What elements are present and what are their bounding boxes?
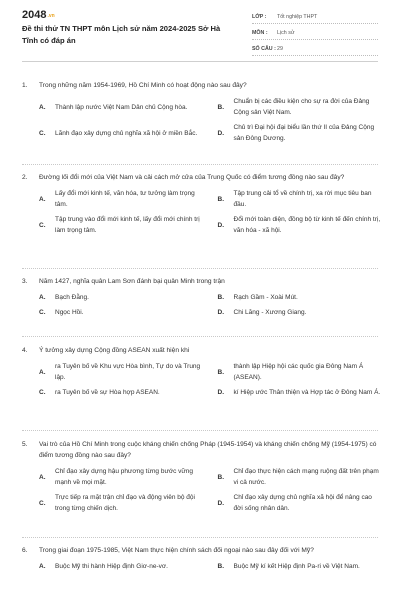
option-text: Tập trung vào đổi mới kinh tế, lấy đổi mới chính trị làm trọng tâm. bbox=[55, 216, 200, 234]
option-letter: A. bbox=[39, 294, 46, 301]
question-text: Năm 1427, nghĩa quân Lam Sơn đánh bại quân Minh trong trận bbox=[39, 278, 225, 285]
logo-suffix: .vn bbox=[47, 13, 55, 19]
option-text: thành lập Hiệp hội các quốc gia Đông Nam Á (ASEAN). bbox=[233, 363, 364, 381]
option-letter: A. bbox=[39, 563, 46, 570]
option-text: kí Hiệp ước Thân thiện và Hợp tác ở Đông Nam Á. bbox=[233, 389, 381, 396]
option-a[interactable] bbox=[39, 292, 204, 303]
option-letter: B. bbox=[217, 368, 224, 376]
question-number: 1. bbox=[22, 82, 28, 89]
question-text: Vai trò của Hồ Chí Minh trong cuộc kháng chiến chống Pháp (1945-1954) và kháng chiến chống Mỹ (1954-1975) có điểm tương đồng nào sau đây? bbox=[39, 441, 377, 459]
option-d[interactable] bbox=[218, 307, 383, 318]
question-number: 5. bbox=[22, 441, 28, 448]
option-a[interactable] bbox=[39, 466, 204, 488]
option-text: Lấy đổi mới kinh tế, văn hóa, tư tưởng làm trọng tâm. bbox=[55, 190, 195, 208]
meta-row-class bbox=[252, 8, 378, 24]
question-4 bbox=[22, 345, 382, 402]
divider bbox=[22, 430, 378, 431]
meta-value: 29 bbox=[277, 46, 283, 52]
option-d[interactable] bbox=[218, 492, 383, 514]
option-letter: B. bbox=[217, 294, 224, 301]
option-letter: D. bbox=[217, 309, 224, 316]
question-text: Ý tưởng xây dựng Cộng đồng ASEAN xuất hiện khi bbox=[39, 347, 190, 354]
option-text: Buộc Mỹ thi hành Hiệp định Giơ-ne-vơ. bbox=[55, 563, 168, 570]
option-text: Chủ trì Đại hội đại biểu lần thứ II của Đảng Cộng sản Đông Dương. bbox=[233, 124, 375, 142]
question-text: Trong những năm 1954-1969, Hồ Chí Minh có hoạt động nào sau đây? bbox=[39, 82, 247, 89]
option-text: Bạch Đằng. bbox=[55, 294, 89, 301]
divider bbox=[22, 336, 378, 337]
question-number: 3. bbox=[22, 278, 28, 285]
option-text: Rạch Gầm - Xoài Mút. bbox=[233, 294, 298, 301]
option-letter: D. bbox=[217, 129, 224, 137]
option-letter: D. bbox=[217, 389, 224, 396]
option-a[interactable] bbox=[39, 188, 204, 210]
question-6 bbox=[22, 545, 382, 576]
option-b[interactable] bbox=[218, 96, 383, 118]
question-number: 6. bbox=[22, 547, 28, 554]
meta-row-count bbox=[252, 40, 378, 56]
option-d[interactable] bbox=[218, 214, 383, 236]
question-text: Đường lối đổi mới của Việt Nam và cải cách mở cửa của Trung Quốc có điểm tương đồng nào sau đây? bbox=[39, 174, 345, 181]
option-text: Chi Lăng - Xương Giang. bbox=[233, 309, 307, 316]
divider bbox=[22, 164, 378, 165]
meta-key: MÔN : bbox=[252, 30, 268, 36]
option-text: Ngọc Hồi. bbox=[55, 309, 84, 316]
divider bbox=[22, 268, 378, 269]
option-c[interactable] bbox=[39, 214, 204, 236]
document-title: Đề thi thử TN THPT môn Lịch sử năm 2024-2025 Sở Hà Tĩnh có đáp án bbox=[22, 24, 221, 45]
question-number: 2. bbox=[22, 174, 28, 181]
site-logo[interactable] bbox=[22, 9, 55, 21]
option-text: Lãnh đạo xây dựng chủ nghĩa xã hội ở miền Bắc. bbox=[55, 129, 198, 137]
meta-value: Lịch sử bbox=[277, 30, 295, 36]
meta-key: SỐ CÂU : bbox=[252, 46, 276, 52]
option-c[interactable] bbox=[39, 492, 204, 514]
option-text: Chỉ đạo thực hiện cách mạng ruộng đất trên phạm vi cả nước. bbox=[233, 468, 379, 486]
option-a[interactable] bbox=[39, 96, 204, 118]
option-letter: C. bbox=[39, 129, 46, 137]
option-letter: A. bbox=[39, 473, 46, 481]
option-c[interactable] bbox=[39, 122, 204, 144]
option-text: Chuẩn bị các điều kiện cho sự ra đời của Đảng Cộng sản Việt Nam. bbox=[233, 98, 370, 116]
option-letter: C. bbox=[39, 309, 46, 316]
option-c[interactable] bbox=[39, 387, 204, 398]
option-letter: C. bbox=[39, 389, 46, 396]
option-text: Đổi mới toàn diện, đồng bộ từ kinh tế đến chính trị, văn hóa - xã hội. bbox=[233, 216, 381, 234]
option-text: ra Tuyên bố về Khu vực Hòa bình, Tự do và Trung lập. bbox=[55, 363, 201, 381]
exam-meta bbox=[252, 8, 378, 56]
option-text: Trực tiếp ra mặt trận chỉ đạo và động viên bộ đội trong từng chiến dịch. bbox=[55, 494, 195, 512]
option-letter: C. bbox=[39, 499, 46, 507]
option-letter: A. bbox=[39, 368, 46, 376]
option-d[interactable] bbox=[218, 387, 383, 398]
option-letter: A. bbox=[39, 195, 46, 203]
option-a[interactable] bbox=[39, 361, 204, 383]
option-letter: B. bbox=[217, 563, 224, 570]
option-text: ra Tuyên bố về sự Hòa hợp ASEAN. bbox=[55, 389, 160, 396]
divider bbox=[22, 537, 378, 538]
option-letter: B. bbox=[217, 195, 224, 203]
option-b[interactable] bbox=[218, 466, 383, 488]
option-b[interactable] bbox=[218, 361, 383, 383]
option-letter: C. bbox=[39, 221, 46, 229]
option-letter: D. bbox=[217, 499, 224, 507]
question-number: 4. bbox=[22, 347, 28, 354]
option-a[interactable] bbox=[39, 561, 204, 572]
option-text: Thành lập nước Việt Nam Dân chủ Cộng hòa. bbox=[55, 103, 188, 111]
logo-brand: 2048 bbox=[22, 9, 47, 21]
meta-key: LỚP : bbox=[252, 14, 267, 20]
question-5 bbox=[22, 439, 382, 518]
option-letter: B. bbox=[217, 103, 224, 111]
option-d[interactable] bbox=[218, 122, 383, 144]
option-text: Buộc Mỹ kí kết Hiệp định Pa-ri về Việt Nam. bbox=[233, 563, 360, 570]
option-b[interactable] bbox=[218, 188, 383, 210]
meta-row-subject bbox=[252, 24, 378, 40]
option-b[interactable] bbox=[218, 561, 383, 572]
option-letter: A. bbox=[39, 103, 46, 111]
option-b[interactable] bbox=[218, 292, 383, 303]
question-2 bbox=[22, 172, 382, 240]
question-3 bbox=[22, 276, 382, 322]
option-c[interactable] bbox=[39, 307, 204, 318]
option-letter: B. bbox=[217, 473, 224, 481]
option-letter: D. bbox=[217, 221, 224, 229]
option-text: Chỉ đạo xây dựng chủ nghĩa xã hội để nâng cao đời sống nhân dân. bbox=[233, 494, 372, 512]
option-text: Chỉ đạo xây dựng hậu phương từng bước vững mạnh về mọi mặt. bbox=[55, 468, 193, 486]
option-text: Tập trung cải tổ về chính trị, xa rời mục tiêu ban đầu. bbox=[233, 190, 372, 208]
meta-value: Tốt nghiệp THPT bbox=[277, 14, 318, 20]
question-text: Trong giai đoạn 1975-1985, Việt Nam thực hiện chính sách đối ngoại nào sau đây đối với Mỹ? bbox=[39, 547, 314, 554]
document-header bbox=[22, 0, 378, 62]
question-1 bbox=[22, 80, 382, 148]
